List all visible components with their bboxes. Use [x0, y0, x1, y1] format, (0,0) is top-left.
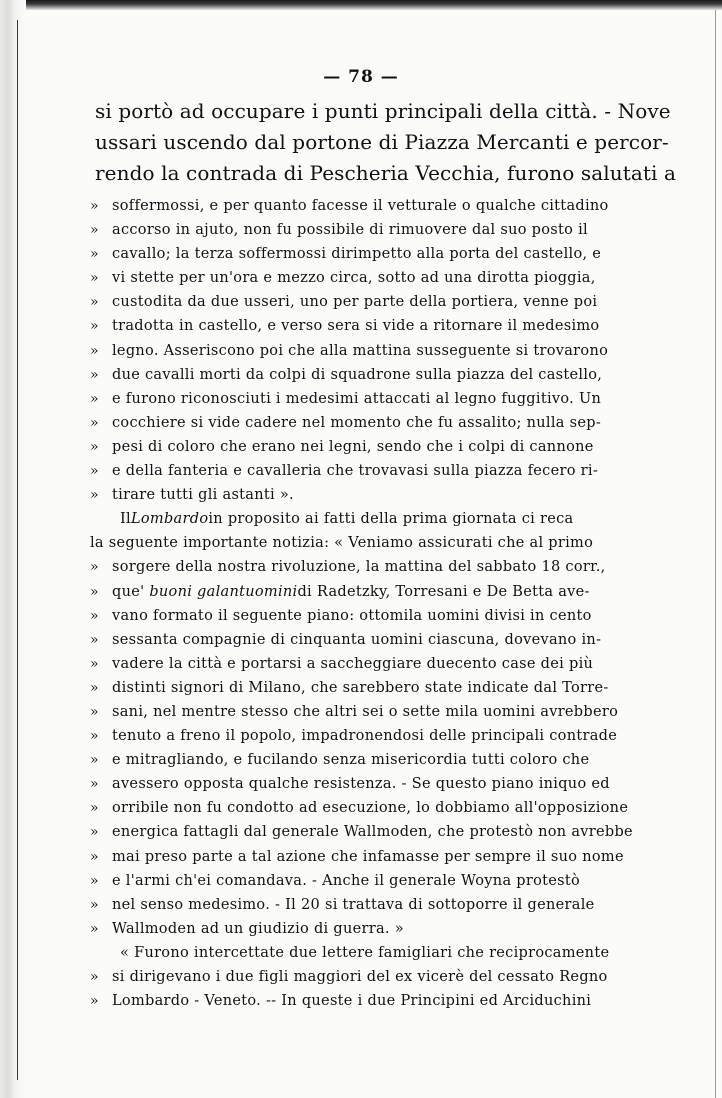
text-line: ussari uscendo dal portone di Piazza Mercanti e percor-	[95, 130, 669, 154]
quote-mark: »	[90, 438, 99, 455]
quote-mark: »	[90, 800, 99, 817]
quote-mark: »	[90, 246, 99, 263]
quote-mark: »	[90, 607, 99, 624]
quoted-line: » nel senso medesimo. - Il 20 si trattava di sottoporre il generale	[90, 893, 630, 917]
quoted-line: » cocchiere si vide cadere nel momento che fu assalito; nulla sep-	[90, 411, 630, 435]
newspaper-title: Lombardo	[130, 511, 209, 528]
quote-mark: »	[90, 824, 99, 841]
quote-mark: »	[90, 270, 99, 287]
quote-mark: »	[90, 752, 99, 769]
quote-mark: »	[90, 390, 99, 407]
quoted-line: » sorgere della nostra rivoluzione, la mattina del sabbato 18 corr.,	[90, 555, 630, 579]
opening-paragraph	[95, 96, 677, 189]
quote-mark: »	[90, 366, 99, 383]
text-line: rendo la contrada di Pescheria Vecchia, furono salutati a	[95, 161, 677, 185]
quoted-line: » tradotta in castello, e verso sera si vide a ritornare il medesimo	[90, 314, 630, 338]
quoted-line: » pesi di coloro che erano nei legni, sendo che i colpi di cannone	[90, 435, 630, 459]
quoted-line: » que' buoni galantuomini di Radetzky, Torresani e De Betta ave-	[90, 580, 630, 604]
quote-mark: »	[90, 559, 99, 576]
quoted-line: » accorso in ajuto, non fu possibile di rimuovere dal suo posto il	[90, 218, 630, 242]
quoted-line: » vano formato il seguente piano: ottomila uomini divisi in cento	[90, 604, 630, 628]
quote-mark: »	[90, 631, 99, 648]
quoted-line: » cavallo; la terza soffermossi dirimpetto alla porta del castello, e	[90, 242, 630, 266]
quoted-line: » legno. Asseriscono poi che alla mattina susseguente si trovarono	[90, 339, 630, 363]
quote-mark: »	[90, 993, 99, 1010]
quoted-line: » sessanta compagnie di cinquanta uomini ciascuna, dovevano in-	[90, 628, 630, 652]
quote-mark: »	[90, 703, 99, 720]
page-number: — 78 —	[323, 67, 399, 87]
quote-mark: »	[90, 679, 99, 696]
quoted-line: » distinti signori di Milano, che sarebbero state indicate dal Torre-	[90, 676, 630, 700]
quoted-text-block	[90, 194, 633, 1013]
binding-gutter	[0, 0, 26, 1098]
quote-mark: »	[90, 896, 99, 913]
quoted-line: » tenuto a freno il popolo, impadronendosi delle principali contrade	[90, 724, 630, 748]
quote-mark: »	[90, 414, 99, 431]
quoted-line: » e furono riconosciuti i medesimi attaccati al legno fuggitivo. Un	[90, 387, 630, 411]
quote-mark: »	[90, 294, 99, 311]
quoted-line: » due cavalli morti da colpi di squadrone sulla piazza del castello,	[90, 363, 630, 387]
page-top-shadow	[0, 0, 722, 10]
quote-mark: »	[90, 318, 99, 335]
paragraph-first-line: « Furono intercettate due lettere famigliari che reciprocamente	[120, 944, 610, 961]
quoted-line: » si dirigevano i due figli maggiori del ex vicerè del cessato Regno	[90, 965, 630, 989]
quoted-line: » vi stette per un'ora e mezzo circa, sotto ad una dirotta pioggia,	[90, 266, 630, 290]
quote-mark: »	[90, 583, 99, 600]
quote-mark: »	[90, 342, 99, 359]
quoted-line: » e l'armi ch'ei comandava. - Anche il generale Woyna protestò	[90, 869, 630, 893]
quote-mark: »	[90, 969, 99, 985]
quote-mark: »	[90, 198, 99, 214]
quoted-line: » vadere la città e portarsi a saccheggiare duecento case dei più	[90, 652, 630, 676]
quoted-line: » e della fanteria e cavalleria che trovavasi sulla piazza fecero ri-	[90, 459, 630, 483]
quote-mark: »	[90, 872, 99, 889]
quote-mark: »	[90, 728, 99, 745]
quoted-line: » Wallmoden ad un giudizio di guerra. »	[90, 917, 630, 941]
quote-mark: »	[90, 487, 99, 504]
gutter-line	[17, 20, 18, 1080]
quoted-line: » Lombardo - Veneto. -- In queste i due Principini ed Arciduchini	[90, 989, 630, 1013]
text-line: la seguente importante notizia: « Veniamo assicurati che al primo	[90, 535, 594, 552]
quote-mark: »	[90, 848, 99, 865]
quoted-line: » avessero opposta qualche resistenza. - Se questo piano iniquo ed	[90, 772, 630, 796]
quoted-line: » mai preso parte a tal azione che infamasse per sempre il suo nome	[90, 845, 630, 869]
quote-mark: »	[90, 222, 99, 239]
quoted-line: » e mitragliando, e fucilando senza misericordia tutti coloro che	[90, 748, 630, 772]
page-edge-line	[715, 10, 716, 1098]
quote-mark: »	[90, 776, 99, 793]
quote-mark: »	[90, 655, 99, 672]
text-line: si portò ad occupare i punti principali della città. - Nove	[95, 99, 671, 123]
quoted-line: » soffermossi, e per quanto facesse il vetturale o qualche cittadino	[90, 194, 630, 218]
quoted-line: » custodita da due usseri, uno per parte della portiera, venne poi	[90, 290, 630, 314]
quote-mark: »	[90, 920, 99, 937]
paragraph-first-line: Il Lombardo in proposito ai fatti della prima giornata ci reca	[90, 507, 630, 531]
quoted-line: » sani, nel mentre stesso che altri sei o sette mila uomini avrebbero	[90, 700, 630, 724]
quoted-line: » orribile non fu condotto ad esecuzione, lo dobbiamo all'opposizione	[90, 796, 630, 820]
quoted-line: » energica fattagli dal generale Wallmoden, che protestò non avrebbe	[90, 820, 630, 844]
quote-mark: »	[90, 463, 99, 480]
quoted-line: » tirare tutti gli astanti ».	[90, 483, 630, 507]
